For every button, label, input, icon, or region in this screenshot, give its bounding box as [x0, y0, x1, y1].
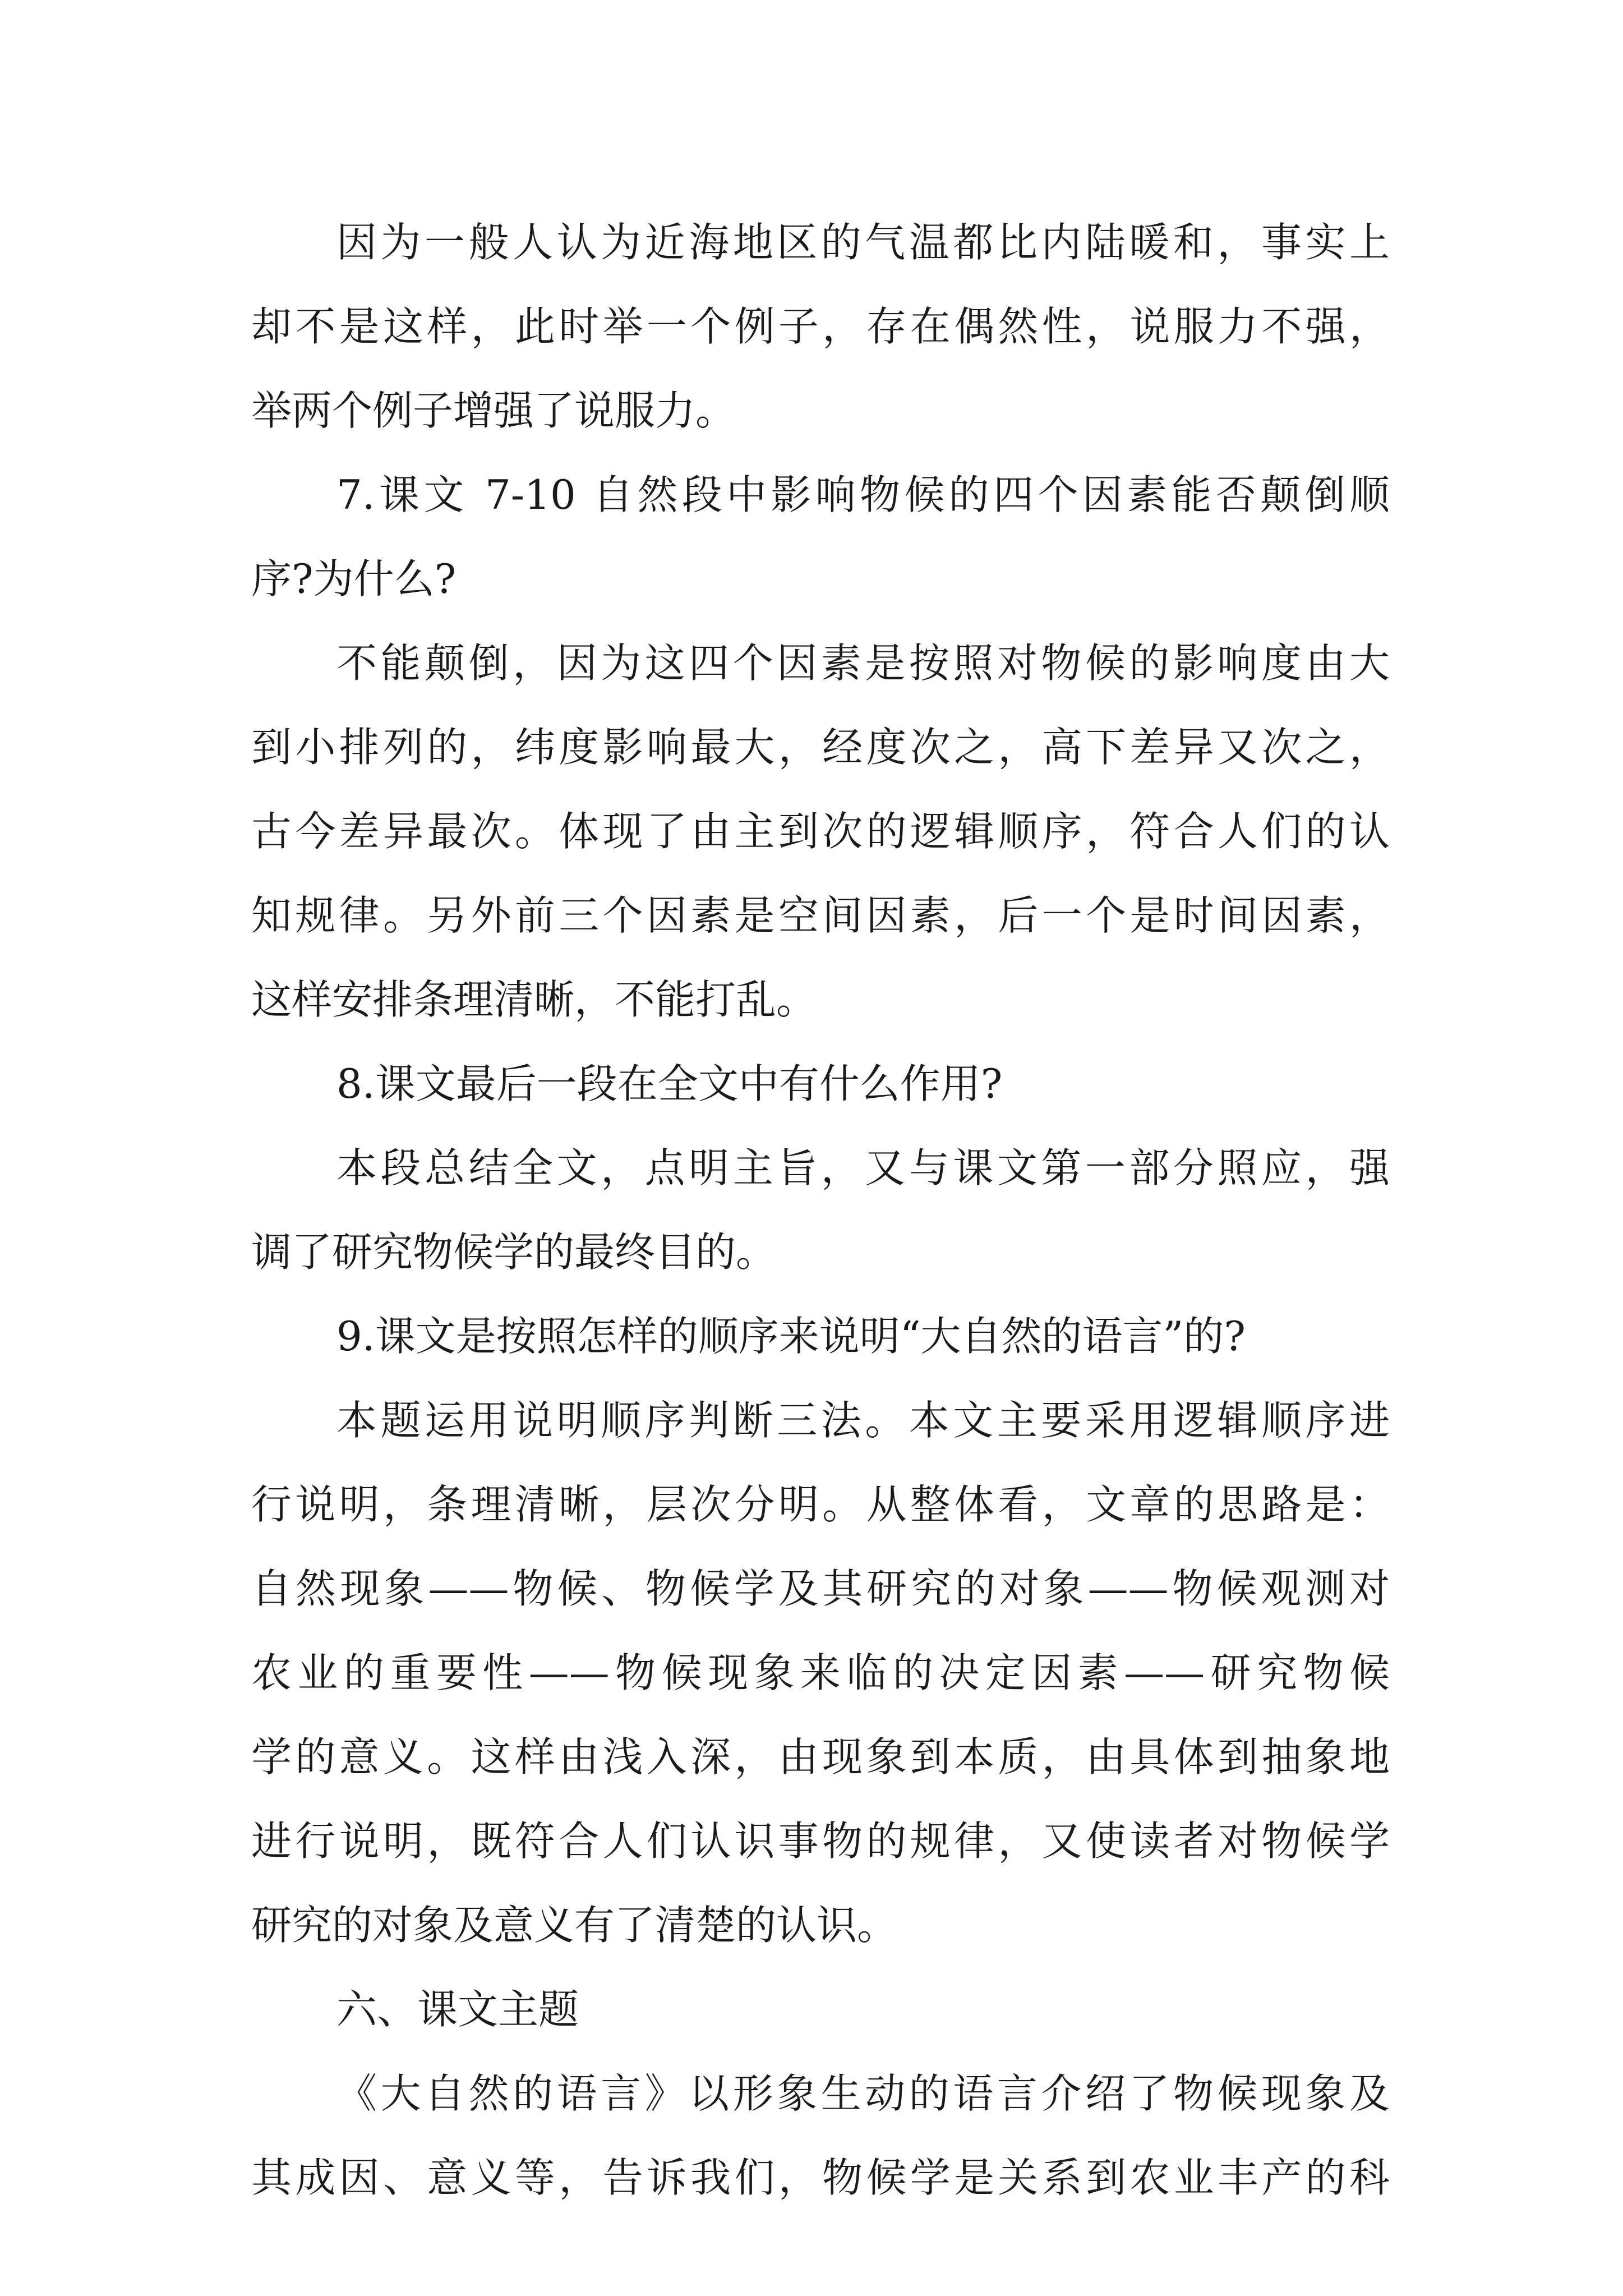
text-line: 自然现象——物候、物候学及其研究的对象——物候观测对	[251, 1565, 1390, 1612]
text-line: 古今差异最次。体现了由主到次的逻辑顺序，符合人们的认	[251, 808, 1390, 855]
text-line: 农业的重要性——物候现象来临的决定因素——研究物候	[251, 1649, 1390, 1696]
text-line: 到小排列的，纬度影响最大，经度次之，高下差异又次之，	[251, 724, 1390, 771]
question-line: 8.课文最后一段在全文中有什么作用?	[336, 1060, 1003, 1107]
text-line: 本段总结全文，点明主旨，又与课文第一部分照应，强	[336, 1144, 1390, 1191]
text-line: 研究的对象及意义有了清楚的认识。	[251, 1902, 898, 1949]
text-line: 这样安排条理清晰，不能打乱。	[251, 976, 817, 1023]
text-line: 调了研究物候学的最终目的。	[251, 1228, 777, 1276]
question-line: 9.课文是按照怎样的顺序来说明“大自然的语言”的?	[336, 1313, 1246, 1360]
text-line: 本题运用说明顺序判断三法。本文主要采用逻辑顺序进	[336, 1397, 1390, 1444]
text-line: 行说明，条理清晰，层次分明。从整体看，文章的思路是：	[251, 1481, 1390, 1528]
text-line: 进行说明，既符合人们认识事物的规律，又使读者对物候学	[251, 1818, 1390, 1865]
text-line: 《大自然的语言》以形象生动的语言介绍了物候现象及	[336, 2070, 1390, 2117]
section-heading: 六、课文主题	[336, 1986, 579, 2033]
text-line: 其成因、意义等，告诉我们，物候学是关系到农业丰产的科	[251, 2154, 1390, 2201]
text-line: 不能颠倒，因为这四个因素是按照对物候的影响度由大	[336, 639, 1390, 687]
text-line: 因为一般人认为近海地区的气温都比内陆暖和，事实上	[336, 219, 1390, 266]
text-line: 举两个例子增强了说服力。	[251, 387, 736, 434]
question-line: 7.课文 7-10 自然段中影响物候的四个因素能否颠倒顺	[336, 471, 1390, 518]
text-line: 学的意义。这样由浅入深，由现象到本质，由具体到抽象地	[251, 1733, 1390, 1780]
text-line: 却不是这样，此时举一个例子，存在偶然性，说服力不强，	[251, 303, 1390, 350]
text-line: 知规律。另外前三个因素是空间因素，后一个是时间因素，	[251, 892, 1390, 939]
question-line: 序?为什么?	[251, 555, 457, 602]
